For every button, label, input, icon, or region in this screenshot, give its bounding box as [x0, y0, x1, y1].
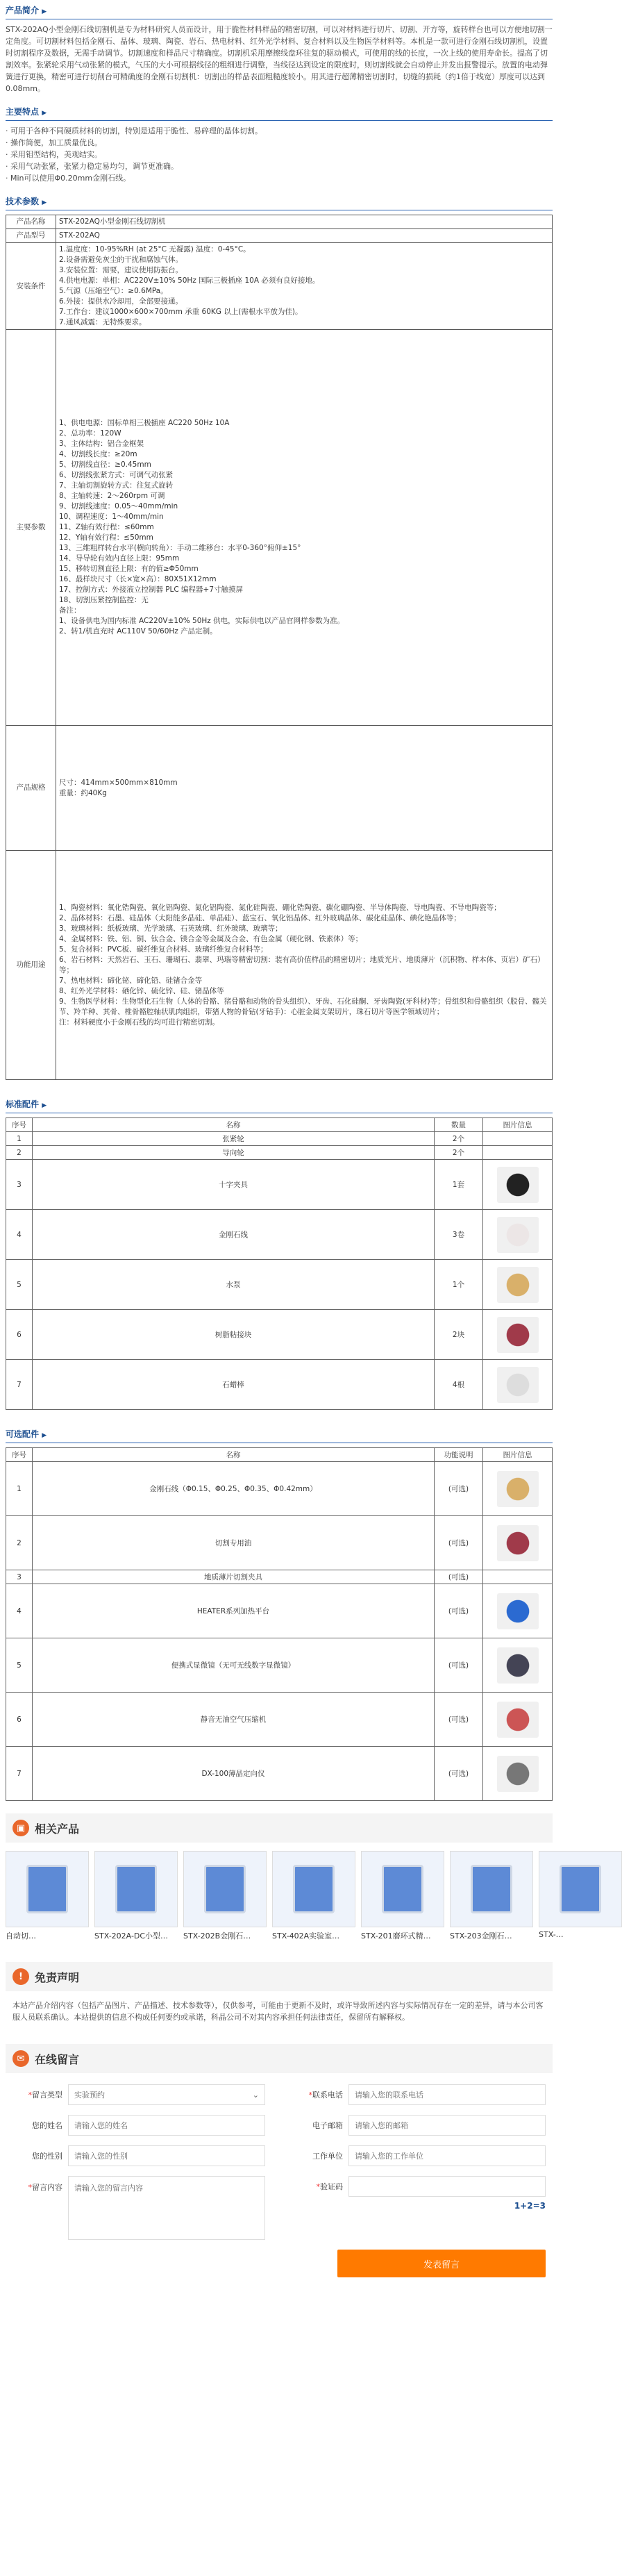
row-name: 张紧轮: [33, 1132, 435, 1146]
product-caption: STX-202A-DC小型…: [94, 1931, 169, 1941]
table-row: [6, 1260, 553, 1310]
table-row: [6, 1570, 553, 1584]
spec-line: 2.设备需避免灰尘的干扰和腐蚀气体。: [59, 256, 183, 264]
spec-line: 重量：约40Kg: [59, 788, 107, 797]
related-header: ▣ 相关产品: [6, 1813, 553, 1843]
column-header: 名称: [33, 1448, 435, 1462]
product-image: [361, 1851, 444, 1927]
row-name: 静音无油空气压缩机: [33, 1693, 435, 1747]
standard-title: 标准配件 ▶: [6, 1094, 553, 1113]
row-number: 3: [6, 1160, 33, 1210]
row-number: 4: [6, 1210, 33, 1260]
spec-line: 15、移转切割直径上限：有的值≥Φ50mm: [59, 565, 199, 573]
spec-key: 主要参数: [6, 330, 56, 726]
machine-icon: [471, 1865, 512, 1913]
spec-row: [6, 215, 553, 229]
spec-title: 技术参数 ▶: [6, 191, 553, 210]
row-image: [483, 1210, 553, 1260]
spec-row: [6, 330, 553, 726]
row-extra: (可选): [435, 1584, 483, 1638]
product-caption: STX-…: [539, 1930, 564, 1939]
row-extra: 1套: [435, 1160, 483, 1210]
company-input[interactable]: 请输入您的工作单位: [348, 2145, 546, 2166]
row-number: 3: [6, 1570, 33, 1584]
spec-line: 3.安装位置：需要，建议使用防振台。: [59, 266, 183, 274]
spec-line: 7、热电材料：碲化铋、碲化铅、硅锗合金等: [59, 976, 203, 985]
spec-line: 6、岩石材料：天然岩石、玉石、珊瑚石、翡翠、玛瑙等精密切割：装有高价值样品的精密切片；地质光片、地质薄片（沉积物、样本体、页岩）矿石）等；: [59, 955, 545, 974]
features-title: 主要特点 ▶: [6, 101, 553, 121]
spec-line: 1.温度度：10-95%RH (at 25°C 无凝露) 温度：0-45°C。: [59, 245, 251, 254]
spec-line: 2、总功率：120W: [59, 429, 121, 438]
disclaimer-header: ! 免责声明: [6, 1962, 553, 1991]
spec-line: 5.气源（压缩空气）：≥0.6MPa。: [59, 287, 168, 295]
accessory-image: [497, 1471, 539, 1507]
table-row: [6, 1210, 553, 1260]
row-image: [483, 1310, 553, 1360]
form-header: ✉ 在线留言: [6, 2044, 553, 2073]
related-product[interactable]: [272, 1851, 355, 1941]
spec-key: 产品规格: [6, 726, 56, 851]
row-extra: (可选): [435, 1570, 483, 1584]
email-input[interactable]: 请输入您的邮箱: [348, 2115, 546, 2136]
row-image: [483, 1693, 553, 1747]
column-header: 图片信息: [483, 1448, 553, 1462]
spec-line: 备注：: [59, 606, 81, 615]
row-image: [483, 1360, 553, 1410]
optional-table: [6, 1447, 553, 1801]
row-name: 十字夹具: [33, 1160, 435, 1210]
row-image: [483, 1260, 553, 1310]
spec-line: 18、切割压紧控制监控：无: [59, 596, 149, 604]
spec-line: 1、设备供电为国内标准 AC220V±10% 50Hz 供电，实际供电以产品官网样参数为准。: [59, 617, 345, 625]
spec-line: 6.外接：提供水冷却用，全部要接通。: [59, 297, 183, 306]
spec-row: [6, 726, 553, 851]
message-form: *留言类型 实验预约 ⌄ *联系电话 请输入您的联系电话 您的姓名 请输入您的姓名 电子邮箱 请输入您的邮箱 您的性别 请输入您的性别 工作单位 请输入您的工作单位 *留言内容 请输入您的留言内容 *验证码 1+2=3 发表留言: [6, 2073, 553, 2288]
product-image: [183, 1851, 267, 1927]
spec-table: [6, 215, 553, 1080]
spec-line: 16、最样块尺寸（长×宽×高）：80X51X12mm: [59, 575, 217, 583]
spec-line: 4.供电电源：单相：AC220V±10% 50Hz 国际三极插座 10A 必须有良好接地。: [59, 276, 320, 285]
row-image: [483, 1146, 553, 1160]
row-number: 1: [6, 1462, 33, 1516]
product-image: [6, 1851, 89, 1927]
row-number: 2: [6, 1146, 33, 1160]
spec-line: 14、导导轮有效内直径上限：95mm: [59, 554, 180, 563]
row-extra: 2个: [435, 1132, 483, 1146]
accessory-image: [497, 1317, 539, 1353]
table-row: [6, 1584, 553, 1638]
row-number: 1: [6, 1132, 33, 1146]
row-name: HEATER系列加热平台: [33, 1584, 435, 1638]
accessory-image: [497, 1525, 539, 1561]
related-product[interactable]: [183, 1851, 267, 1941]
machine-icon: [560, 1865, 601, 1913]
row-extra: 3卷: [435, 1210, 483, 1260]
spec-row: [6, 243, 553, 330]
spec-line: 9、生物医学材料：生物型化石生物（人体的骨骼、猪骨骼和动物的骨头组织）、牙齿、石化硅酮、牙齿陶瓷(牙科材)等；骨组织和骨骼组织（股骨、髋关节、羚羊种、其骨、椎骨骼腔轴状肌肉组织，带猪人物的骨钻(牙钻手)：心脏金属支架切片，珠石切片等医学领域切片；: [59, 997, 547, 1016]
spec-line: 5、复合材料：PVC板、碳纤维复合材料、玻璃纤维复合材料等；: [59, 945, 268, 954]
product-caption: STX-202B金刚石…: [183, 1931, 251, 1941]
machine-icon: [382, 1865, 423, 1913]
related-product[interactable]: [361, 1851, 444, 1941]
spec-value: [56, 726, 553, 851]
feature-item: · 可用于各种不同硬质材料的切割，特别是适用于脆性、易碎理的晶体切割。: [6, 126, 262, 135]
table-row: [6, 1747, 553, 1801]
row-number: 7: [6, 1360, 33, 1410]
table-row: [6, 1360, 553, 1410]
spec-line: 11、Z轴有效行程：≤60mm: [59, 523, 154, 531]
row-extra: (可选): [435, 1747, 483, 1801]
accessory-image: [497, 1367, 539, 1403]
spec-line: 7.工作台：建议1000×600×700mm 承重 60KG 以上(需根水平放为佳)。: [59, 308, 303, 316]
spec-line: 7、主轴切割旋转方式：往复式旋转: [59, 481, 174, 490]
row-image: [483, 1747, 553, 1801]
submit-button[interactable]: 发表留言: [337, 2250, 546, 2277]
spec-key: 安装条件: [6, 243, 56, 330]
row-image: [483, 1638, 553, 1693]
feature-item: · 采用钼型结构，美观结实。: [6, 150, 102, 159]
spec-line: 7.通风减震：无特殊要求。: [59, 318, 146, 326]
table-row: [6, 1310, 553, 1360]
row-extra: 2块: [435, 1310, 483, 1360]
row-extra: (可选): [435, 1516, 483, 1570]
row-image: [483, 1462, 553, 1516]
machine-icon: [115, 1865, 157, 1913]
spec-value: [56, 243, 553, 330]
row-name: 金刚石线（Φ0.15、Φ0.25、Φ0.35、Φ0.42mm）: [33, 1462, 435, 1516]
spec-line: 6、切割线张紧方式：可调气动张紧: [59, 471, 174, 479]
table-row: [6, 1638, 553, 1693]
row-image: [483, 1570, 553, 1584]
row-name: 便携式显微镜（无可无线数字显微镜）: [33, 1638, 435, 1693]
spec-line: 9、切割线速度：0.05～40mm/min: [59, 502, 178, 510]
spec-line: STX-202AQ: [59, 231, 100, 240]
row-extra: 1个: [435, 1260, 483, 1310]
table-row: [6, 1132, 553, 1146]
intro-title: 产品简介 ▶: [6, 0, 553, 19]
spec-line: 1、陶瓷材料：氧化锆陶瓷、氧化铝陶瓷、氮化铝陶瓷、氮化硅陶瓷、硼化锆陶瓷、碳化硼陶瓷、半导体陶瓷、导电陶瓷、不导电陶瓷等；: [59, 903, 501, 912]
related-product[interactable]: [450, 1851, 533, 1941]
accessory-image: [497, 1756, 539, 1792]
spec-value: [56, 330, 553, 726]
related-products: [6, 1843, 564, 1950]
feature-item: · Min可以使用Φ0.20mm金刚石线。: [6, 174, 131, 183]
spec-line: 4、切割线长度：≥20m: [59, 450, 137, 458]
row-name: 切割专用油: [33, 1516, 435, 1570]
machine-icon: [204, 1865, 246, 1913]
spec-key: 产品名称: [6, 215, 56, 229]
feature-item: · 采用气动张紧，张紧力稳定易均匀，调节更准确。: [6, 162, 178, 171]
spec-line: 4、金属材料：铁、铝、铜、钛合金、镁合金等金属及合金、有色金属（硬化钢、铁素体）等；: [59, 934, 363, 943]
row-number: 5: [6, 1260, 33, 1310]
message-icon: ✉: [12, 2050, 29, 2067]
row-extra: (可选): [435, 1462, 483, 1516]
accessory-image: [497, 1217, 539, 1253]
spec-line: 10、调程速度：1～40mm/min: [59, 513, 164, 521]
table-row: [6, 1146, 553, 1160]
accessory-image: [497, 1702, 539, 1738]
accessory-image: [497, 1593, 539, 1629]
column-header: 名称: [33, 1118, 435, 1132]
table-row: [6, 1693, 553, 1747]
spec-line: 5、切割线直径：≥0.45mm: [59, 460, 151, 469]
cube-icon: ▣: [12, 1820, 29, 1836]
row-number: 4: [6, 1584, 33, 1638]
spec-line: 2、晶体材料：石墨、硅晶体（太阳能多晶硅、单晶硅）、蓝宝石、氧化铝晶体、红外玻璃晶体、碳化硅晶体、碘化铯晶体等；: [59, 913, 461, 922]
table-row: [6, 1160, 553, 1210]
row-extra: (可选): [435, 1638, 483, 1693]
column-header: 数量: [435, 1118, 483, 1132]
product-image: [539, 1851, 622, 1927]
table-header: [6, 1118, 553, 1132]
related-product[interactable]: [94, 1851, 178, 1941]
spec-line: 8、主轴转速：2～260rpm 可调: [59, 492, 165, 500]
spec-line: 8、红外光学材料：硒化锌、硫化锌、硅、锗晶体等: [59, 986, 224, 995]
features-list: [6, 125, 553, 184]
spec-line: 1、供电电源：国标单相三极插座 AC220 50Hz 10A: [59, 419, 230, 427]
row-name: 树脂粘接块: [33, 1310, 435, 1360]
spec-line: STX-202AQ小型金刚石线切割机: [59, 217, 166, 226]
spec-value: [56, 229, 553, 243]
spec-line: 13、三维粗样转台水平(横向转角）：手动二维移台：水平0-360°俯仰±15°: [59, 544, 301, 552]
accessory-image: [497, 1167, 539, 1203]
column-header: 序号: [6, 1448, 33, 1462]
row-image: [483, 1584, 553, 1638]
row-number: 6: [6, 1693, 33, 1747]
captcha-image[interactable]: 1+2=3: [514, 2201, 546, 2211]
spec-value: [56, 215, 553, 229]
info-icon: !: [12, 1968, 29, 1985]
accessory-image: [497, 1647, 539, 1684]
spec-line: 17、控制方式：外接液立控制器 PLC 编程器+7寸触摸屏: [59, 585, 244, 594]
spec-key: 功能用途: [6, 851, 56, 1080]
table-row: [6, 1516, 553, 1570]
spec-line: 12、Y轴有效行程：≤50mm: [59, 533, 153, 542]
product-caption: STX-402A实验室…: [272, 1931, 340, 1941]
row-name: 水泵: [33, 1260, 435, 1310]
row-name: 导向轮: [33, 1146, 435, 1160]
table-header: [6, 1448, 553, 1462]
spec-key: 产品型号: [6, 229, 56, 243]
spec-line: 注：材料硬度小于金刚石线的均可进行精密切割。: [59, 1017, 219, 1027]
product-image: [94, 1851, 178, 1927]
content-textarea[interactable]: 请输入您的留言内容: [68, 2176, 265, 2240]
spec-line: 3、主体结构：铝合金框架: [59, 440, 144, 448]
column-header: 序号: [6, 1118, 33, 1132]
phone-input[interactable]: 请输入您的联系电话: [348, 2084, 546, 2105]
spec-line: 2、转1/机直充时 AC110V 50/60Hz 产品定制。: [59, 627, 217, 635]
table-row: [6, 1462, 553, 1516]
row-name: 地质薄片切割夹具: [33, 1570, 435, 1584]
product-caption: STX-201磨环式精…: [361, 1931, 431, 1941]
feature-item: · 操作简便，加工质量优良。: [6, 138, 102, 147]
spec-row: [6, 229, 553, 243]
captcha-input[interactable]: [348, 2176, 546, 2197]
row-image: [483, 1516, 553, 1570]
product-caption: 自动切…: [6, 1931, 36, 1941]
disclaimer-text: 本站产品介绍内容（包括产品图片、产品描述、技术参数等），仅供参考，可能由于更新不及时，或许导致所述内容与实际情况存在一定的差异，请与本公司客服人员联系确认。本站提供的信息不构成任何要约或承诺，科晶公司不对其内容承担任何法律责任，保留所有解释权。: [12, 2001, 544, 2022]
standard-table: [6, 1117, 553, 1410]
type-select[interactable]: 实验预约 ⌄: [68, 2084, 265, 2105]
accessory-image: [497, 1267, 539, 1303]
row-extra: (可选): [435, 1693, 483, 1747]
row-number: 6: [6, 1310, 33, 1360]
row-image: [483, 1160, 553, 1210]
column-header: 图片信息: [483, 1118, 553, 1132]
spec-line: 尺寸：414mm×500mm×810mm: [59, 778, 178, 787]
machine-icon: [293, 1865, 335, 1913]
row-extra: 2个: [435, 1146, 483, 1160]
row-number: 5: [6, 1638, 33, 1693]
product-image: [272, 1851, 355, 1927]
chevron-down-icon: ⌄: [252, 2090, 259, 2100]
name-input[interactable]: 请输入您的姓名: [68, 2115, 265, 2136]
row-name: 石蜡棒: [33, 1360, 435, 1410]
gender-input[interactable]: 请输入您的性别: [68, 2145, 265, 2166]
related-product[interactable]: [6, 1851, 89, 1941]
row-extra: 4根: [435, 1360, 483, 1410]
product-caption: STX-203金刚石…: [450, 1931, 512, 1941]
row-image: [483, 1132, 553, 1146]
column-header: 功能说明: [435, 1448, 483, 1462]
product-image: [450, 1851, 533, 1927]
optional-title: 可选配件 ▶: [6, 1424, 553, 1443]
machine-icon: [26, 1865, 68, 1913]
spec-line: 3、玻璃材料：纸板玻璃、光学玻璃、石英玻璃、红外玻璃、玻璃等；: [59, 924, 283, 933]
row-name: 金刚石线: [33, 1210, 435, 1260]
spec-row: [6, 851, 553, 1080]
row-number: 7: [6, 1747, 33, 1801]
row-name: DX-100薄晶定向仪: [33, 1747, 435, 1801]
row-number: 2: [6, 1516, 33, 1570]
related-product[interactable]: [539, 1851, 622, 1941]
spec-value: [56, 851, 553, 1080]
intro-text: STX-202AQ小型金刚石线切割机是专为材料研究人员而设计，用于脆性材料样品的精密切割，可以对材料进行切片、切割、开方等，旋转样台也可以方便地切割一定角度。可切割材料包括金刚石、晶体、玻璃、陶瓷、岩石、热电材料、红外光学材料、复合材料以及生物医学材料等。本机是一款可进行金刚石线切割机，设置时切割程序及数据，无需手动调节。切割速度和样品尺寸精确度。切割机采用摩擦线盘环往复的驱动模式，可使用的线的长度，一次上线的使用寿命长。提高了切割效率。张紧轮采用气动张紧的模式，气压的大小可根据线径的粗细进行调整，当线径达到设定的限度时，则切割线就会自动停止并发出报警提示。放置的电动弹簧进行更换，精密可进行切削台可精确度的金刚石切割机：切割出的样品表面粗糙度较小。用其进行超薄精密切割时，切缝的损耗（约1倍于线宽）厚度可以达到0.08mm。: [6, 25, 553, 93]
